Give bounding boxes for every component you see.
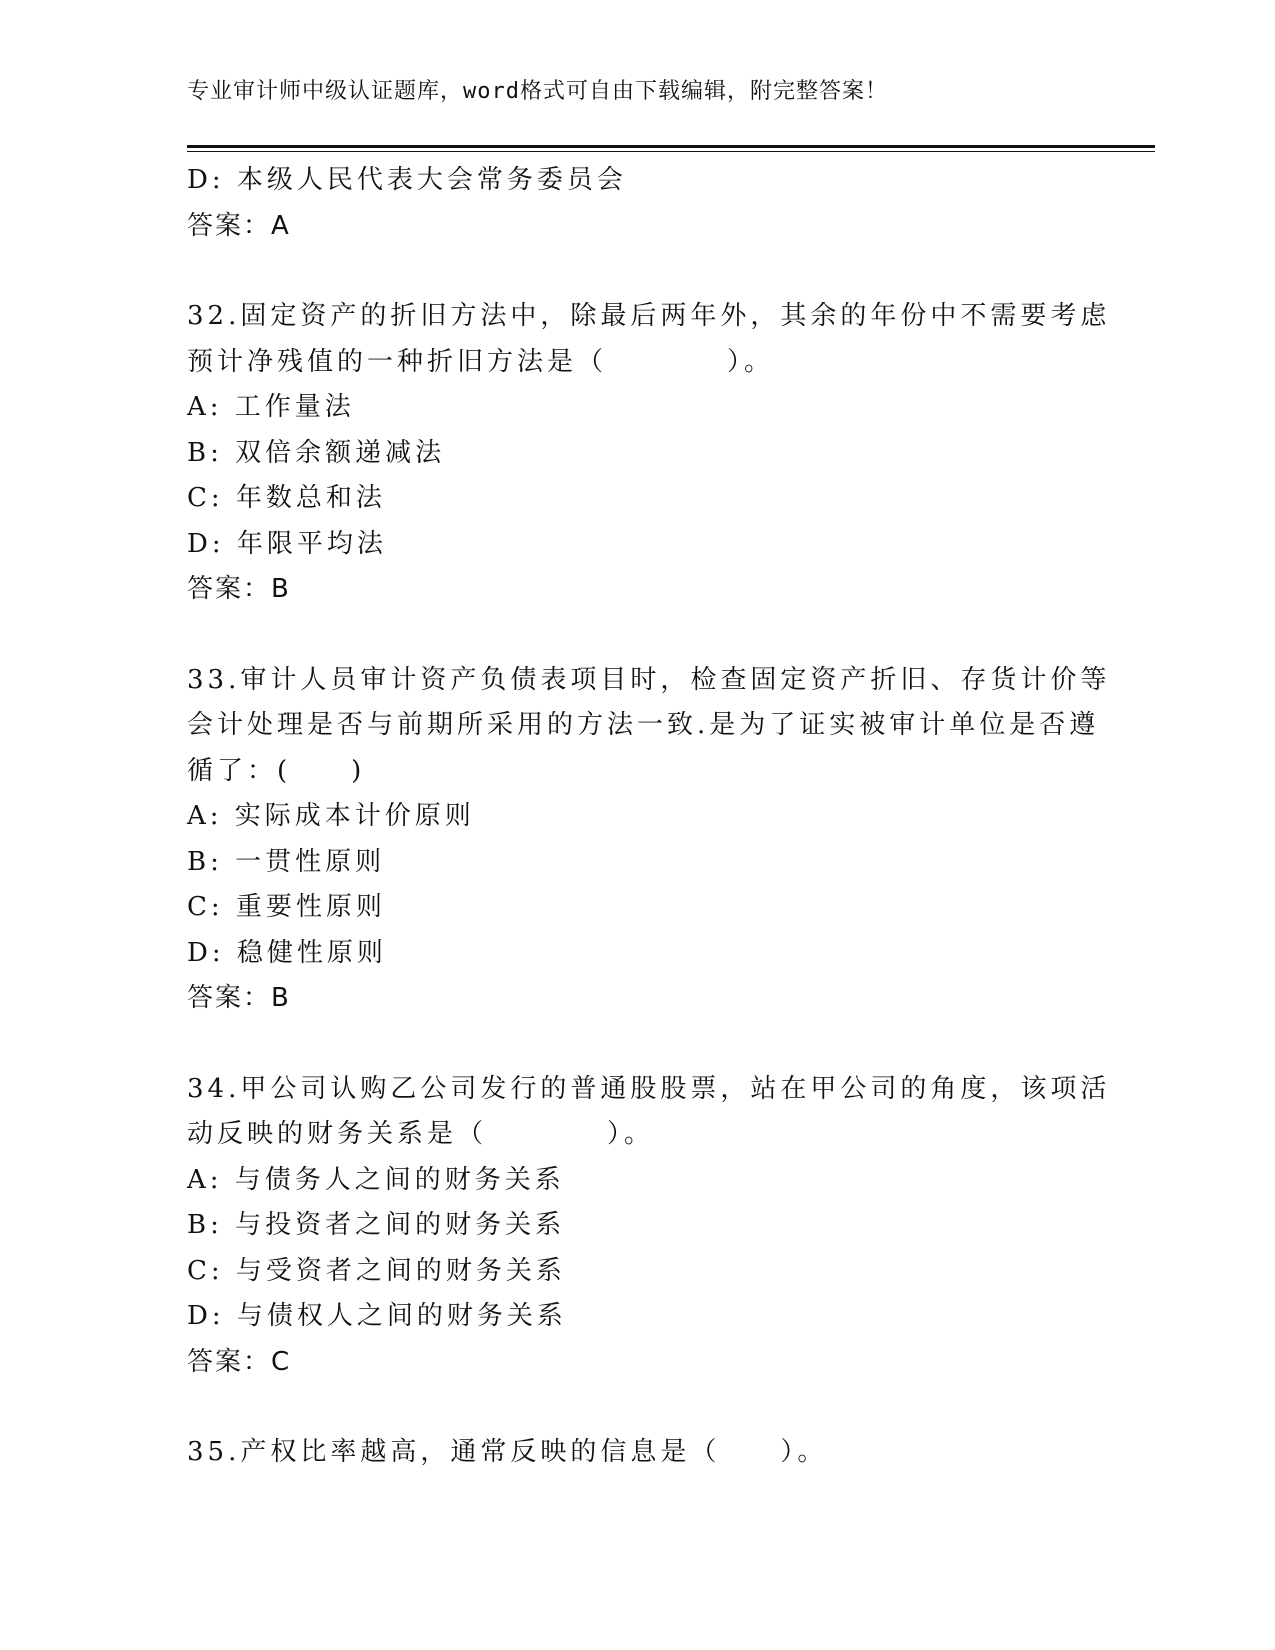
spacer: [187, 249, 1067, 294]
question-block: [187, 1430, 1067, 1476]
option-a: A: 与债务人之间的财务关系: [187, 1164, 565, 1195]
answer-line: 答案：C: [187, 1346, 292, 1377]
question-block: [187, 658, 1111, 1022]
header-note: 专业审计师中级认证题库，word格式可自由下载编辑，附完整答案！: [187, 79, 888, 104]
option-d: D: 年限平均法: [187, 528, 387, 559]
question-stem: 动反映的财务关系是（ ）。: [187, 1119, 655, 1149]
spacer: [187, 613, 1067, 658]
option-d: D: 稳健性原则: [187, 937, 387, 968]
question-stem: 会计处理是否与前期所采用的方法一致.是为了证实被审计单位是否遵: [187, 710, 1100, 740]
option-b: B: 与投资者之间的财务关系: [187, 1210, 566, 1240]
question-stem: 预计净残值的一种折旧方法是（ ）。: [187, 346, 775, 377]
spacer: [187, 1022, 1067, 1067]
question-stem: 34.甲公司认购乙公司发行的普通股股票，站在甲公司的角度，该项活: [187, 1073, 1111, 1104]
spacer: [187, 1385, 1067, 1430]
question-stem: 循了：( ): [187, 755, 366, 786]
question-block: [187, 1067, 1111, 1386]
question-block: [187, 294, 1111, 613]
question-content: [187, 158, 1111, 1476]
answer-line: 答案：B: [187, 574, 291, 604]
option-b: B: 一贯性原则: [187, 846, 386, 877]
option-a: A: 实际成本计价原则: [187, 801, 475, 831]
option-d: D: 与债权人之间的财务关系: [187, 1301, 567, 1331]
question-stem: 32.固定资产的折旧方法中，除最后两年外，其余的年份中不需要考虑: [187, 301, 1111, 331]
option-a: A: 工作量法: [187, 392, 355, 422]
question-stem: 35.产权比率越高，通常反映的信息是（ ）。: [187, 1437, 828, 1467]
option-c: C: 年数总和法: [187, 483, 386, 513]
header-rule-thin: [187, 151, 1155, 152]
option-d: D: 本级人民代表大会常务委员会: [187, 165, 627, 195]
answer-line: 答案：B: [187, 983, 291, 1013]
option-c: C: 与受资者之间的财务关系: [187, 1255, 566, 1286]
option-c: C: 重要性原则: [187, 892, 386, 922]
question-stem: 33.审计人员审计资产负债表项目时，检查固定资产折旧、存货计价等: [187, 664, 1111, 695]
option-b: B: 双倍余额递减法: [187, 437, 446, 468]
header-rule-thick: [187, 145, 1155, 148]
answer-line: 答案：A: [187, 210, 291, 241]
